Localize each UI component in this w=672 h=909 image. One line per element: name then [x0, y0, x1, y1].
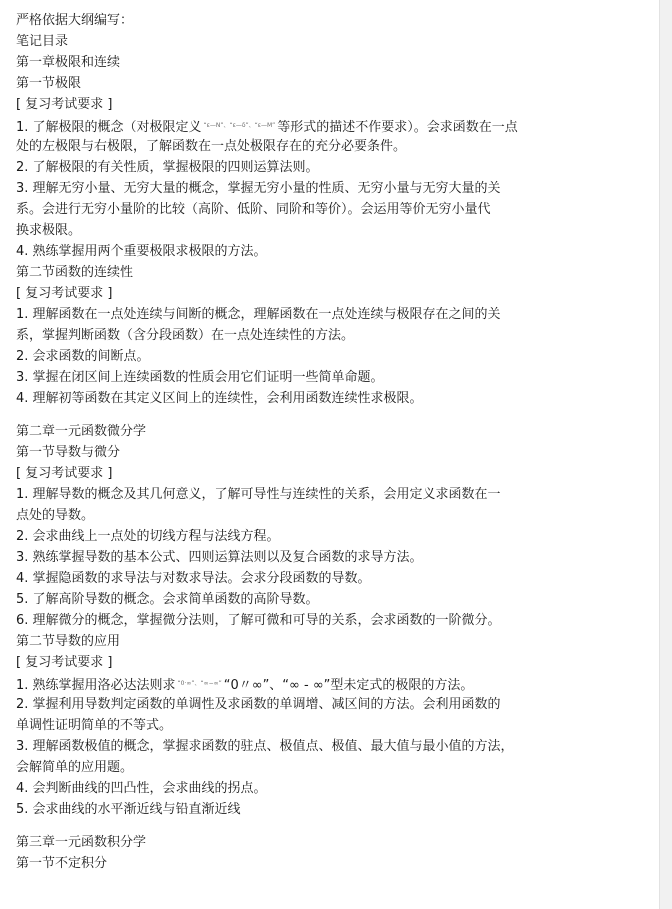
ch2-s1-item-4: 4. 掌握隐函数的求导法与对数求导法。会求分段函数的导数。 — [16, 571, 371, 586]
ch2-s2-item-1-text-cont: “0〃∞”、“∞ - ∞”型未定式的极限的方法。 — [223, 678, 474, 693]
ch1-s1-requirements-label: [ 复习考试要求 ] — [16, 97, 113, 112]
ch2-section-1-title: 第一节导数与微分 — [16, 445, 121, 460]
chapter-1-title: 第一章极限和连续 — [16, 55, 121, 70]
ch2-s2-item-1-text: 1. 熟练掌握用洛必达法则求 — [16, 678, 176, 693]
ch2-s1-item-5: 5. 了解高阶导数的概念。会求简单函数的高阶导数。 — [16, 592, 319, 607]
ch2-s1-item-1-line-1: 1. 理解导数的概念及其几何意义，了解可导性与连续性的关系，会用定义求函数在一 — [16, 487, 501, 502]
document-body — [16, 10, 616, 874]
ch2-s1-item-3: 3. 熟练掌握导数的基本公式、四则运算法则以及复合函数的求导方法。 — [16, 550, 423, 565]
blank-spacer — [16, 409, 616, 421]
ch1-s1-item-3-line-1: 3. 理解无穷小量、无穷大量的概念，掌握无穷小量的性质、无穷小量与无穷大量的关 — [16, 181, 501, 196]
blank-spacer-2 — [16, 820, 616, 832]
chapter-3-title: 第三章一元函数积分学 — [16, 835, 147, 850]
ch2-s1-requirements-label: [ 复习考试要求 ] — [16, 466, 113, 481]
ch1-s2-item-1-line-2: 系，掌握判断函数（含分段函数）在一点处连续性的方法。 — [16, 328, 355, 343]
ch1-section-1-title: 第一节极限 — [16, 76, 82, 91]
ch2-s2-item-1 — [16, 673, 616, 694]
ch1-s2-item-3: 3. 掌握在闭区间上连续函数的性质会用它们证明一些简单命题。 — [16, 370, 384, 385]
ch2-s1-item-2: 2. 会求曲线上一点处的切线方程与法线方程。 — [16, 529, 280, 544]
page-right-edge — [659, 0, 672, 909]
ch2-s2-item-2-line-1: 2. 掌握利用导数判定函数的单调性及求函数的单调增、减区间的方法。会利用函数的 — [16, 697, 501, 712]
ch1-s1-item-1-line-1 — [16, 115, 616, 136]
ch2-s2-item-5: 5. 会求曲线的水平渐近线与铅直渐近线 — [16, 802, 241, 817]
ch2-s2-requirements-label: [ 复习考试要求 ] — [16, 655, 113, 670]
ch1-s1-item-1-text: 1. 了解极限的概念（对极限定义 — [16, 120, 202, 135]
doc-header: 严格依据大纲编写： — [16, 13, 134, 28]
ch3-section-1-title: 第一节不定积分 — [16, 856, 108, 871]
ch1-s2-requirements-label: [ 复习考试要求 ] — [16, 286, 113, 301]
ch1-section-2-title: 第二节函数的连续性 — [16, 265, 134, 280]
ch1-s1-item-2: 2. 了解极限的有关性质，掌握极限的四则运算法则。 — [16, 160, 319, 175]
chapter-2-title: 第二章一元函数微分学 — [16, 424, 147, 439]
ch1-s1-item-1-line-2: 处的左极限与右极限，了解函数在一点处极限存在的充分必要条件。 — [16, 139, 407, 154]
ch1-s1-item-3-line-2: 系。会进行无穷小量阶的比较（高阶、低阶、同阶和等价）。会运用等价无穷小量代 — [16, 202, 491, 217]
ch1-s1-item-3-line-3: 换求极限。 — [16, 223, 82, 238]
ch2-s2-item-4: 4. 会判断曲线的凹凸性，会求曲线的拐点。 — [16, 781, 267, 796]
ch1-s2-item-1-line-1: 1. 理解函数在一点处连续与间断的概念，理解函数在一点处连续与极限存在之间的关 — [16, 307, 501, 322]
toc-heading: 笔记目录 — [16, 34, 69, 49]
ch2-s2-item-3-line-1: 3. 理解函数极值的概念，掌握求函数的驻点、极值点、极值、最大值与最小值的方法， — [16, 739, 514, 754]
ch1-s2-item-2: 2. 会求函数的间断点。 — [16, 349, 150, 364]
ch1-s1-item-4: 4. 熟练掌握用两个重要极限求极限的方法。 — [16, 244, 267, 259]
ch2-s2-item-2-line-2: 单调性证明简单的不等式。 — [16, 718, 173, 733]
limit-definition-formula: “ε—N”、“ε—δ”、“ε—M” — [203, 122, 276, 129]
lhopital-formula: “0·∞”、“∞−∞” — [177, 680, 222, 687]
ch2-s2-item-3-line-2: 会解简单的应用题。 — [16, 760, 134, 775]
ch1-s1-item-1-text-cont: 等形式的描述不作要求）。会求函数在一点 — [277, 120, 518, 135]
ch2-s1-item-1-line-2: 点处的导数。 — [16, 508, 95, 523]
ch1-s2-item-4: 4. 理解初等函数在其定义区间上的连续性，会利用函数连续性求极限。 — [16, 391, 423, 406]
ch2-section-2-title: 第二节导数的应用 — [16, 634, 121, 649]
ch2-s1-item-6: 6. 理解微分的概念，掌握微分法则，了解可微和可导的关系，会求函数的一阶微分。 — [16, 613, 501, 628]
